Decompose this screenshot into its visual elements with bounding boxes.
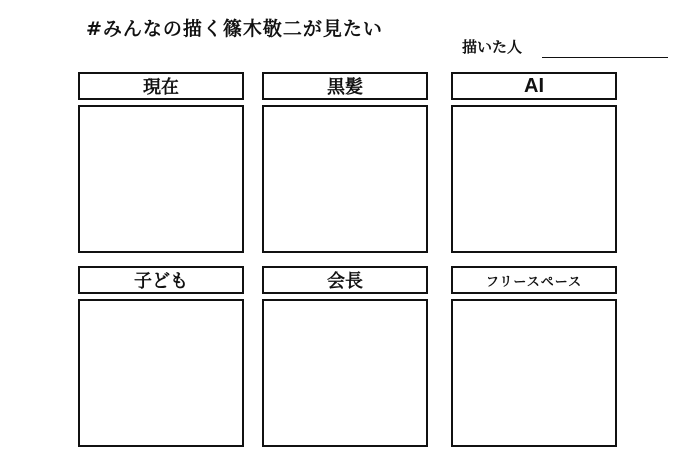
drawing-box <box>451 105 617 253</box>
panel-label: 子ども <box>78 266 244 294</box>
panel-label: 現在 <box>78 72 244 100</box>
drawing-box <box>451 299 617 447</box>
panel-label: 黒髪 <box>262 72 428 100</box>
panel-label: AI <box>451 72 617 100</box>
author-signature-line <box>542 57 668 58</box>
drawing-box <box>262 299 428 447</box>
panel-black-hair <box>262 72 428 253</box>
page-title: #みんなの描く篠木敬二が見たい <box>86 18 383 40</box>
panel-child <box>78 266 244 447</box>
panel-label: フリースペース <box>451 266 617 294</box>
panel-current <box>78 72 244 253</box>
drawing-box <box>78 299 244 447</box>
author-label: 描いた人 <box>462 38 523 56</box>
author-field <box>462 36 668 60</box>
panel-president <box>262 266 428 447</box>
panel-ai <box>451 72 617 253</box>
panel-free-space <box>451 266 617 447</box>
panel-label: 会長 <box>262 266 428 294</box>
drawing-box <box>78 105 244 253</box>
drawing-box <box>262 105 428 253</box>
